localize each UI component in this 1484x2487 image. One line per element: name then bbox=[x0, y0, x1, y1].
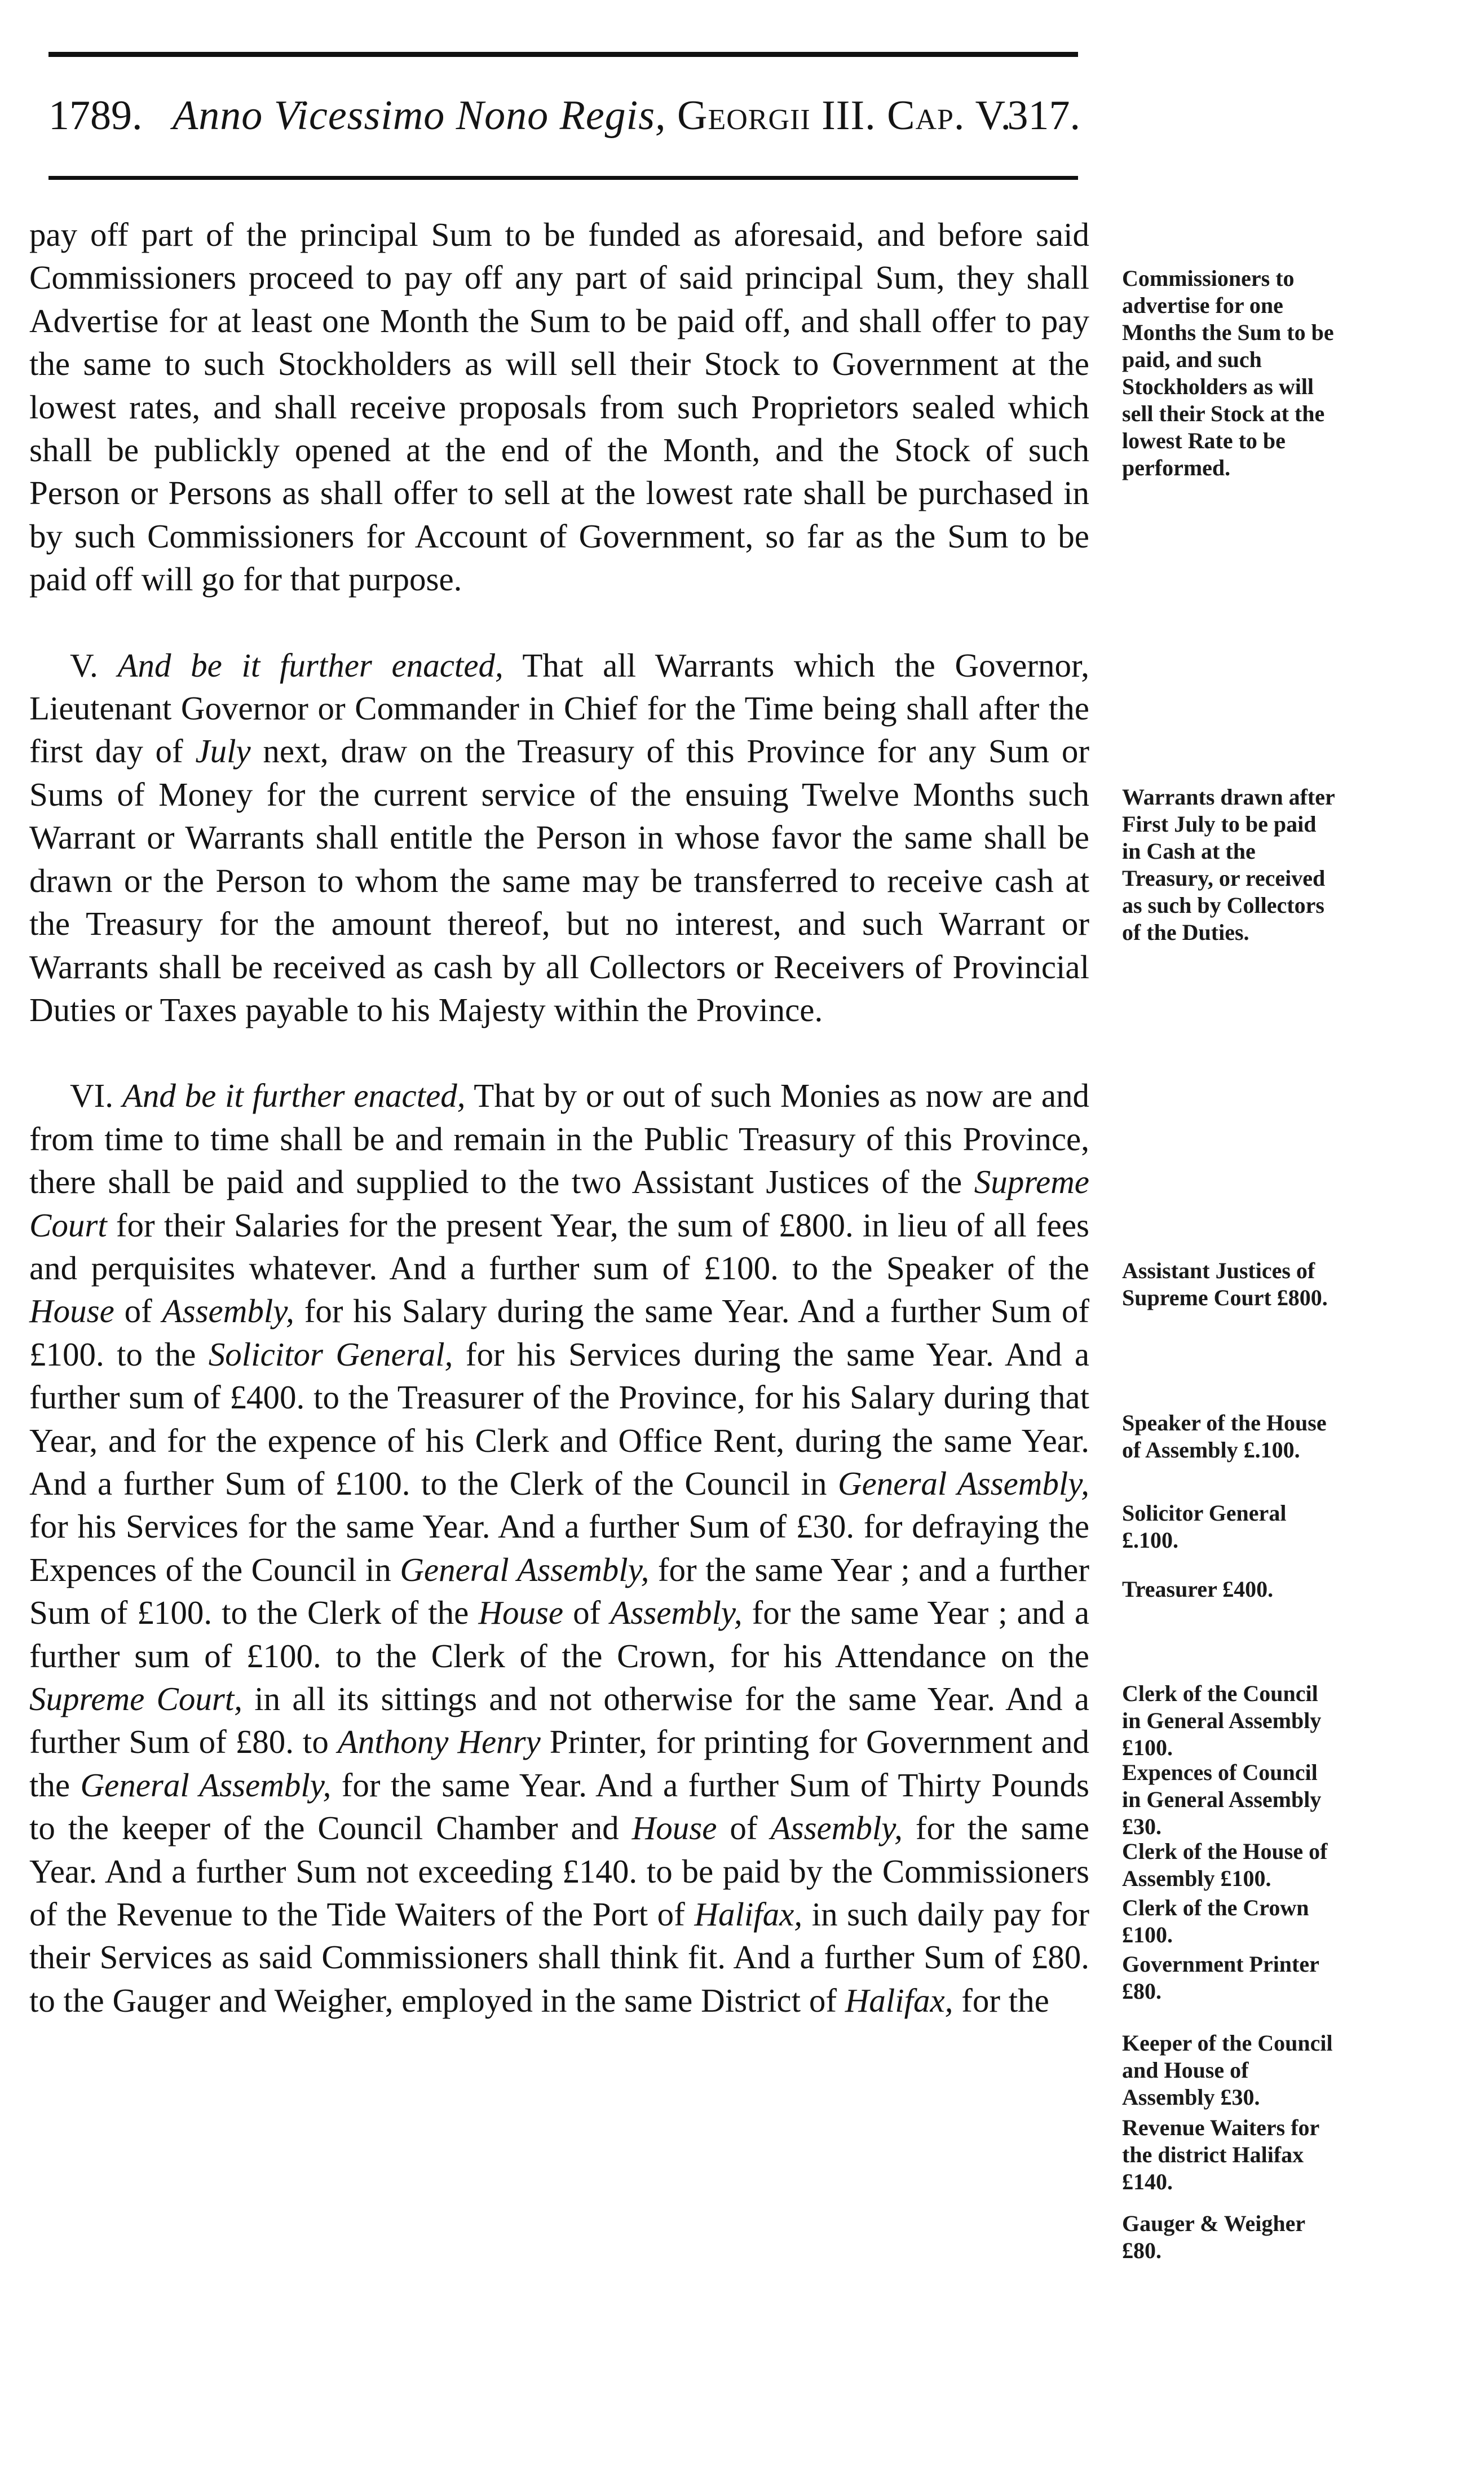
section-vi-assembly: Assembly, bbox=[610, 1594, 743, 1632]
body-text bbox=[29, 213, 1089, 2022]
section-v bbox=[29, 644, 1089, 1032]
section-vi-solicitor: Solicitor General, bbox=[208, 1335, 453, 1373]
margin-note-expences-council: Expences of Council in General Assembly £30. bbox=[1122, 1760, 1322, 1839]
section-v-text-b: next, draw on the Treasury of this Province for any Sum or Sums of Money for the current service of the ensuing Twelve Months such Warrant or Warrants shall entitle the Person in whose favor the same shall be drawn or the Person to whom the same may be transferred to receive cash at the Treasury for the amount thereof, but no interest, and such Warrant or Warrants shall be received as cash by all Collectors or Receivers of Provincial Duties or Taxes payable to his Majesty within the Province. bbox=[29, 732, 1090, 1028]
section-vi-text-a: That by or out of such Monies as now are and from time to time shall be and remain in the Public Treasury of this Province, there shall be paid and supplied to the two Assistant Justices of the bbox=[29, 1077, 1090, 1201]
section-v-month: July bbox=[195, 732, 251, 770]
margin-note-assistant-justices: Assistant Justices of Supreme Court £800. bbox=[1122, 1258, 1328, 1310]
section-vi-text-j: for the same Year. And a further Sum of Thirty Pounds to the keeper of the Council Chamber and bbox=[29, 1766, 1089, 1847]
section-vi-supreme-court: Supreme Court, bbox=[29, 1680, 242, 1717]
margin-note-speaker: Speaker of the House of Assembly £.100. bbox=[1122, 1410, 1327, 1463]
header-title-regnal: Anno Vicessimo Nono Regis, bbox=[173, 92, 666, 139]
header-title bbox=[173, 85, 1012, 147]
section-vi bbox=[29, 1074, 1089, 2022]
section-vi-halifax: Halifax, bbox=[694, 1896, 803, 1933]
section-vi-text-d: for his Services during the same Year. And a further sum of £400. to the Treasurer of the Province, for his Salary during that Year, and for the expence of his Clerk and Office Rent, during the same Year. And a further Sum of £100. to the Clerk of the Council in bbox=[29, 1335, 1090, 1502]
section-vi-general-assembly: General Assembly, bbox=[80, 1766, 332, 1804]
section-vi-text-l: in such daily pay for their Services as said Commissioners shall think fit. And a further Sum of £80. to the Gauger and Weigher, employed in the same District of bbox=[29, 1896, 1090, 2019]
section-vi-printer-name: Anthony Henry bbox=[337, 1723, 541, 1761]
section-vi-text-b: for their Salaries for the present Year, the sum of £800. in lieu of all fees and perquisites whatever. And a further sum of £100. to the Speaker of the bbox=[29, 1206, 1089, 1287]
margin-note-solicitor: Solicitor General £.100. bbox=[1122, 1500, 1287, 1553]
section-v-number: V. bbox=[70, 646, 98, 684]
margin-note-clerk-crown: Clerk of the Crown £100. bbox=[1122, 1895, 1309, 1947]
section-vi-halifax: Halifax, bbox=[845, 1981, 953, 2019]
margin-note-treasurer: Treasurer £400. bbox=[1122, 1576, 1274, 1602]
margin-note-gauger: Gauger & Weigher £80. bbox=[1122, 2211, 1305, 2263]
section-vi-text-c: for his Salary during the same Year. And a further Sum of £100. to the bbox=[29, 1292, 1089, 1373]
header-top-rule bbox=[48, 52, 1078, 57]
section-vi-text-h: in all its sittings and not otherwise for the same Year. And a further Sum of £80. to bbox=[29, 1680, 1089, 1761]
margin-note-commissioners: Commissioners to advertise for one Months the Sum to be paid, and such Stockholders as will sell their Stock at the lowest Rate to be performed. bbox=[1122, 266, 1334, 480]
section-vi-text-g: for the same Year ; and a further sum of £100. to the Clerk of the Crown, for his Attendance on the bbox=[29, 1594, 1090, 1675]
section-vi-assembly: Assembly, bbox=[162, 1292, 294, 1330]
section-vi-general-assembly: General Assembly, bbox=[837, 1464, 1089, 1502]
section-vi-assembly: Assembly, bbox=[770, 1809, 903, 1847]
header-bottom-rule bbox=[48, 176, 1078, 180]
paragraph-continuation: pay off part of the principal Sum to be funded as aforesaid, and before said Commissioners proceed to pay off any part of said principal Sum, they shall Advertise for at least one Month the Sum to be paid off, and shall offer to pay the same to such Stockholders as will sell their Stock to Government at the lowest rates, and shall receive proposals from such Proprietors sealed which shall be publickly opened at the end of the Month, and the Stock of such Person or Persons as shall offer to sell at the lowest rate shall be purchased in by such Commissioners for Account of Government, so far as the Sum to be paid off will go for that purpose. bbox=[29, 216, 1089, 598]
section-vi-house: House bbox=[29, 1292, 114, 1330]
running-header bbox=[48, 85, 1080, 147]
section-v-text-a: That all Warrants which the Governor, Lieutenant Governor or Commander in Chief for the Time being shall after the first day of bbox=[29, 646, 1090, 770]
section-vi-number: VI. bbox=[70, 1077, 114, 1115]
section-vi-text-e: for his Services for the same Year. And a further Sum of £30. for defraying the Expences of the Council in bbox=[29, 1508, 1089, 1588]
section-vi-enacting-clause: And be it further enacted, bbox=[122, 1077, 466, 1115]
margin-note-warrants: Warrants drawn after First July to be paid in Cash at the Treasury, or received as such by Collectors of the Duties. bbox=[1122, 784, 1335, 945]
margin-note-clerk-council: Clerk of the Council in General Assembly £100. bbox=[1122, 1681, 1322, 1760]
section-vi-of: of bbox=[730, 1809, 758, 1847]
section-vi-text-k: for the same Year. And a further Sum not exceeding £140. to be paid by the Commissioners of the Revenue to the Tide Waiters of the Port of bbox=[29, 1809, 1090, 1933]
section-vi-house: House bbox=[478, 1594, 564, 1632]
margin-note-clerk-house: Clerk of the House of Assembly £100. bbox=[1122, 1839, 1328, 1891]
section-vi-general-assembly: General Assembly, bbox=[400, 1550, 650, 1588]
margin-note-revenue-waiters: Revenue Waiters for the district Halifax £140. bbox=[1122, 2115, 1319, 2194]
header-title-chapter: Georgii III. Cap. V. bbox=[677, 92, 1012, 139]
page-number: 317. bbox=[1007, 92, 1080, 139]
section-vi-text-f: for the same Year ; and a further Sum of £100. to the Clerk of the bbox=[29, 1550, 1089, 1632]
section-v-enacting-clause: And be it further enacted, bbox=[117, 646, 504, 684]
margin-note-keeper: Keeper of the Council and House of Assembly £30. bbox=[1122, 2030, 1333, 2110]
section-vi-text-m: for the bbox=[961, 1981, 1049, 2019]
section-vi-supreme-court: Supreme Court bbox=[29, 1163, 1089, 1244]
margin-note-printer: Government Printer £80. bbox=[1122, 1951, 1319, 2004]
section-vi-house: House bbox=[631, 1809, 717, 1847]
section-vi-of: of bbox=[124, 1292, 152, 1330]
header-year: 1789. bbox=[48, 92, 143, 139]
section-vi-text-i: Printer, for printing for Government and the bbox=[29, 1723, 1089, 1804]
section-vi-of: of bbox=[573, 1594, 601, 1632]
